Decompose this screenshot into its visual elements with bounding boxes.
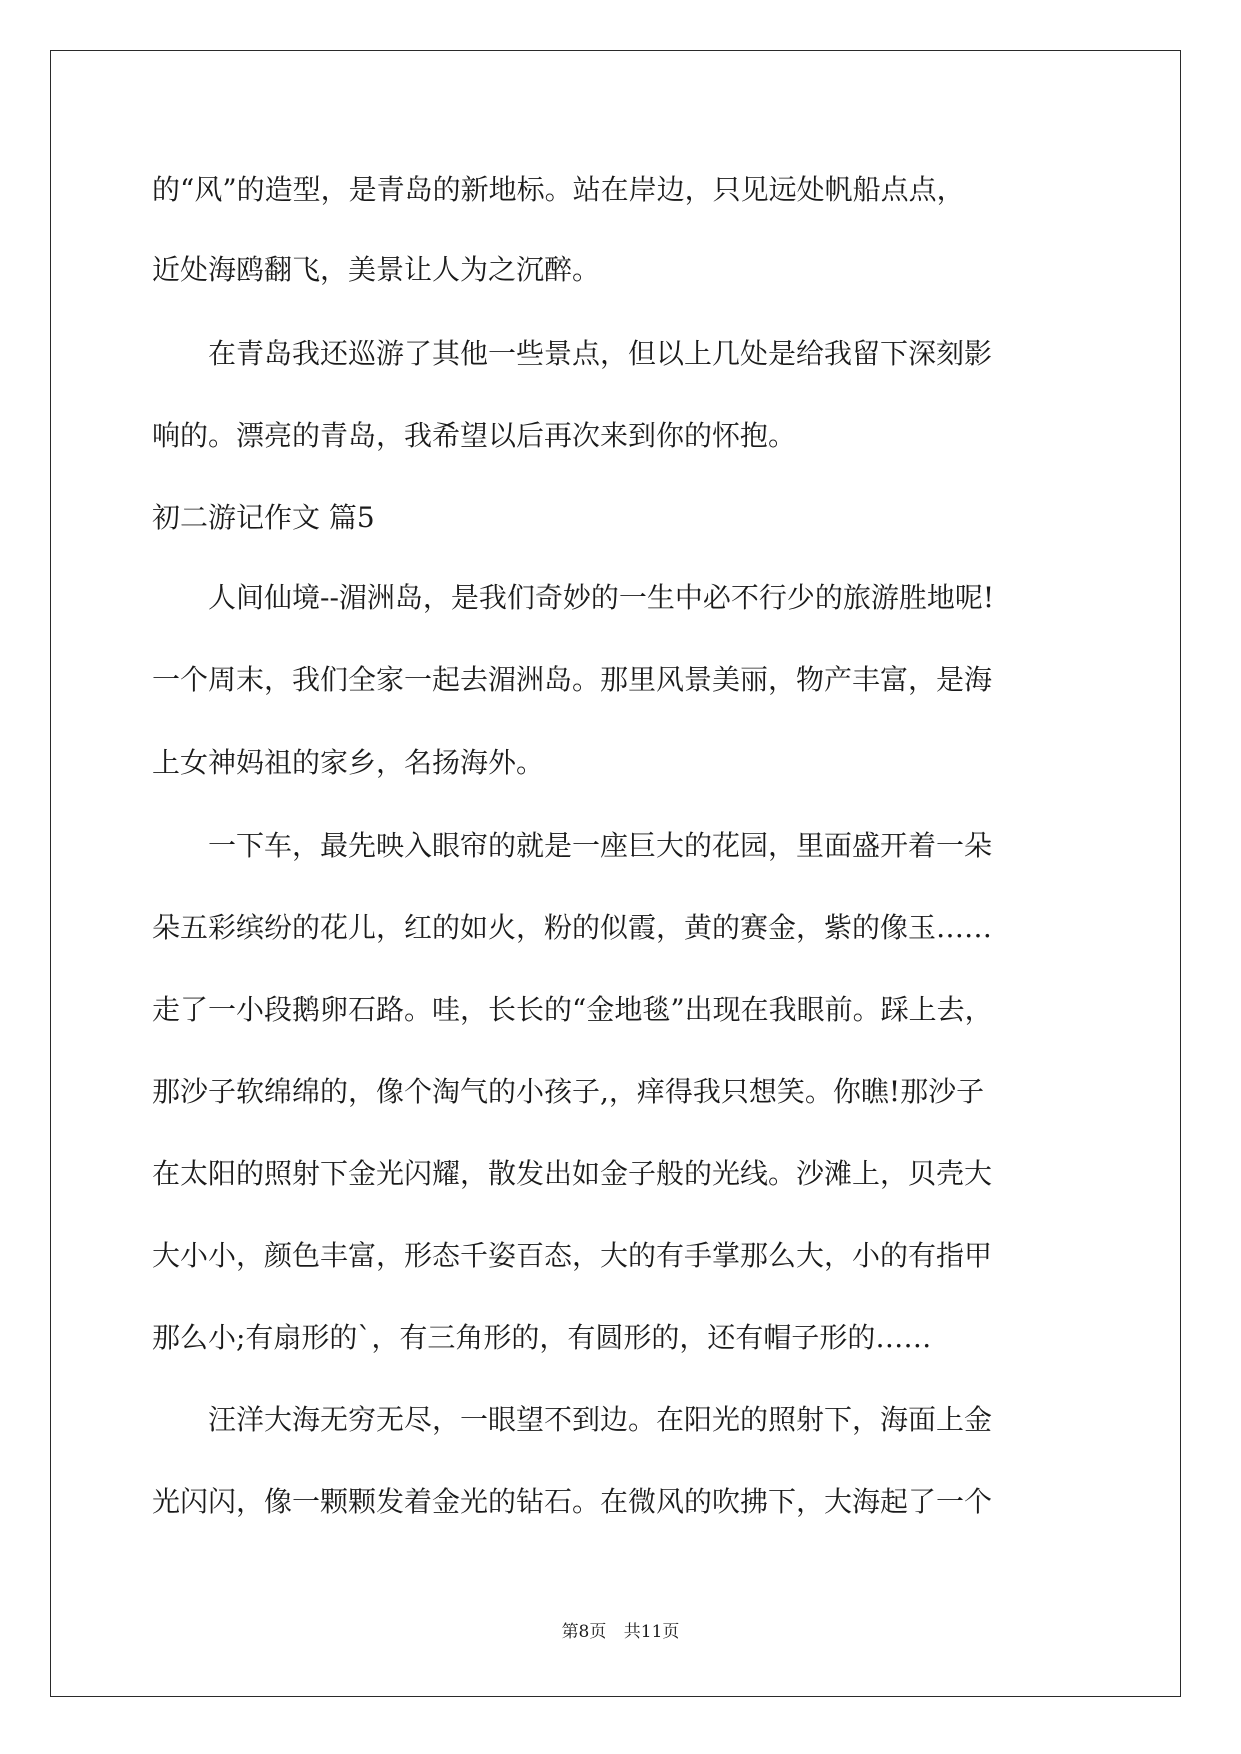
page-border [50,50,1181,1697]
page-footer [0,1620,1241,1644]
text-line: 光闪闪，像一颗颗发着金光的钻石。在微风的吹拂下，大海起了一个 [152,1485,993,1518]
text-line: 朵五彩缤纷的花儿，红的如火，粉的似霞，黄的赛金，紫的像玉…… [152,911,993,944]
section-heading: 初二游记作文 篇5 [152,501,375,534]
text-line: 一下车，最先映入眼帘的就是一座巨大的花园，里面盛开着一朵 [152,829,993,862]
text-line: 那么小;有扇形的`，有三角形的，有圆形的，还有帽子形的…… [152,1321,932,1354]
text-line: 大小小，颜色丰富，形态千姿百态，大的有手掌那么大，小的有指甲 [152,1239,993,1272]
text-line: 近处海鸥翻飞，美景让人为之沉醉。 [152,253,601,286]
text-line: 人间仙境--湄洲岛，是我们奇妙的一生中必不行少的旅游胜地呢! [152,581,995,614]
text-line: 一个周末，我们全家一起去湄洲岛。那里风景美丽，物产丰富，是海 [152,663,993,696]
text-line: 在青岛我还巡游了其他一些景点，但以上几处是给我留下深刻影 [152,337,993,370]
text-line: 走了一小段鹅卵石路。哇，长长的“金地毯”出现在我眼前。踩上去， [152,993,993,1026]
text-line: 那沙子软绵绵的，像个淘气的小孩子,，痒得我只想笑。你瞧!那沙子 [152,1075,985,1108]
page-number: 第8页 [561,1622,607,1642]
text-line: 在太阳的照射下金光闪耀，散发出如金子般的光线。沙滩上，贝壳大 [152,1157,993,1190]
text-line: 的“风”的造型，是青岛的新地标。站在岸边，只见远处帆船点点， [152,173,965,206]
text-line: 汪洋大海无穷无尽，一眼望不到边。在阳光的照射下，海面上金 [152,1403,993,1436]
text-line: 响的。漂亮的青岛，我希望以后再次来到你的怀抱。 [152,419,797,452]
text-line: 上女神妈祖的家乡，名扬海外。 [152,746,545,779]
page-total: 共11页 [623,1622,680,1642]
